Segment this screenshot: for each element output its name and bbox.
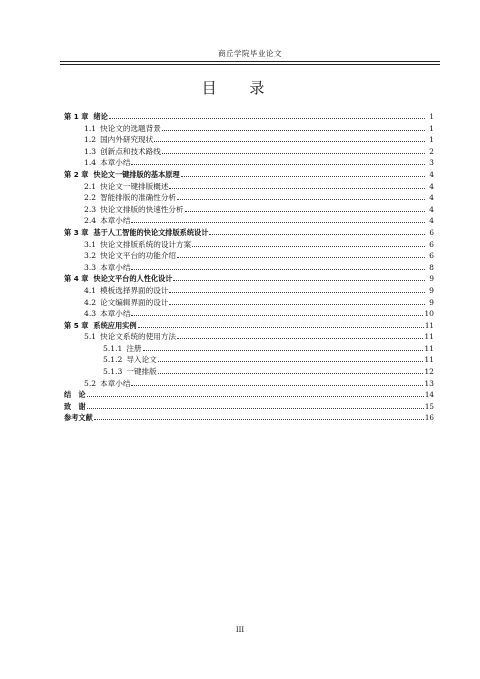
toc-entry-label: 国内外研究现状 [100, 135, 154, 145]
toc-entry-number: 3.3 [84, 262, 97, 272]
toc-entry-label: 智能排版的准确性分析 [100, 193, 177, 203]
toc-entry-number: 1.1 [84, 123, 97, 133]
toc-dot-leader [162, 122, 425, 131]
toc-subsection-entry[interactable] [64, 342, 434, 354]
toc-entry-number: 2.1 [84, 181, 97, 191]
toc-entry-page: 9 [429, 285, 434, 295]
toc-section-entry[interactable] [64, 214, 434, 226]
toc-entry-page: 6 [429, 227, 434, 237]
toc-dot-leader [162, 145, 425, 154]
toc-entry-page: 11 [424, 355, 434, 365]
toc-section-entry[interactable] [64, 203, 434, 215]
toc-dot-leader [177, 330, 423, 339]
toc-entry-number: 第 5 章 [64, 320, 89, 330]
toc-entry-page: 8 [429, 262, 434, 272]
running-header: 商丘学院毕业论文 [218, 49, 282, 58]
toc-section-entry[interactable] [64, 238, 434, 250]
toc-section-entry[interactable] [64, 156, 434, 168]
toc-entry-label: 绪论 [93, 112, 108, 121]
toc-entry-number: 5.1.2 [103, 355, 123, 365]
toc-entry-page: 14 [424, 390, 434, 400]
toc-dot-leader [185, 203, 425, 212]
toc-entry-page: 12 [424, 367, 434, 377]
toc-entry-label: 快论文排版系统的设计方案 [100, 239, 192, 249]
toc-dot-leader [131, 261, 425, 270]
toc-entry-number: 2.3 [84, 204, 97, 214]
toc-entry-number: 5.1.1 [103, 343, 123, 353]
toc-entry-number: 第 2 章 [64, 169, 89, 179]
toc-dot-leader [94, 411, 424, 420]
toc-section-entry[interactable] [64, 145, 434, 157]
toc-entry-page: 11 [424, 320, 434, 330]
toc-entry-label: 本章小结 [100, 158, 131, 168]
toc-dot-leader [87, 388, 424, 397]
toc-entry-page: 10 [424, 309, 434, 319]
toc-entry-label: 快论文平台的功能介绍 [100, 251, 177, 261]
toc-entry-number: 5.2 [84, 378, 97, 388]
toc-section-entry[interactable] [64, 296, 434, 308]
toc-entry-number: 1.3 [84, 146, 97, 156]
toc-entry-label: 快论文一键排版的基本原理 [93, 169, 180, 179]
toc-chapter-entry[interactable] [64, 400, 434, 412]
toc-entry-page: 15 [424, 401, 434, 411]
toc-subsection-entry[interactable] [64, 365, 434, 377]
toc-entry-page: 6 [429, 251, 434, 261]
toc-entry-page: 3 [429, 158, 434, 168]
toc-entry-number: 2.4 [84, 216, 97, 226]
toc-entry-label: 致 谢 [64, 401, 86, 411]
toc-entry-label: 本章小结 [100, 378, 131, 388]
toc-subsection-entry[interactable] [64, 353, 434, 365]
toc-entry-number: 2.2 [84, 193, 97, 203]
toc-entry-page: 1 [429, 123, 434, 133]
toc-section-entry[interactable] [64, 191, 434, 203]
toc-chapter-entry[interactable] [64, 168, 434, 180]
toc-entry-page: 9 [429, 274, 434, 284]
toc-section-entry[interactable] [64, 330, 434, 342]
toc-entry-label: 快论文系统的使用方法 [100, 332, 177, 342]
toc-entry-number: 第 4 章 [64, 274, 89, 284]
toc-dot-leader [173, 272, 425, 281]
toc-dot-leader [169, 296, 425, 305]
toc-chapter-entry[interactable] [64, 388, 434, 400]
toc-section-entry[interactable] [64, 261, 434, 273]
toc-dot-leader [181, 168, 425, 177]
toc-dot-leader [131, 214, 425, 223]
header-divider [60, 61, 440, 65]
toc-entry-label: 结 论 [64, 390, 86, 400]
toc-entry-page: 6 [429, 239, 434, 249]
toc-entry-label: 基于人工智能的快论文排版系统设计 [93, 227, 209, 237]
toc-entry-number: 5.1 [84, 332, 97, 342]
toc-dot-leader [131, 156, 425, 165]
toc-entry-page: 11 [424, 332, 434, 342]
toc-entry-number: 3.2 [84, 251, 97, 261]
toc-dot-leader [177, 249, 425, 258]
toc-entry-page: 16 [424, 413, 434, 423]
toc-entry-number: 4.2 [84, 297, 97, 307]
toc-entry-label: 论文编辑界面的设计 [100, 297, 169, 307]
toc-entry-label: 快论文平台的人性化设计 [93, 274, 173, 284]
toc-entry-number: 3.1 [84, 239, 97, 249]
toc-entry-page: 4 [429, 169, 434, 179]
toc-entry-page: 11 [424, 343, 434, 353]
toc-dot-leader [169, 284, 425, 293]
toc-entry-page: 13 [424, 378, 434, 388]
toc-dot-leader [131, 307, 423, 316]
toc-dot-leader [143, 342, 424, 351]
toc-section-entry[interactable] [64, 284, 434, 296]
toc-entry-page: 1 [429, 135, 434, 145]
toc-entry-label: 本章小结 [100, 216, 131, 226]
toc-entry-page: 1 [429, 112, 434, 121]
toc-dot-leader [169, 180, 425, 189]
toc-entry-page: 4 [429, 204, 434, 214]
toc-chapter-entry[interactable] [64, 319, 434, 331]
toc-chapter-entry[interactable] [64, 411, 434, 423]
toc-dot-leader [154, 133, 425, 142]
toc-entry-label: 一键排版 [126, 367, 157, 377]
toc-section-entry[interactable] [64, 122, 434, 134]
toc-dot-leader [131, 377, 423, 386]
toc-entry-page: 9 [429, 297, 434, 307]
toc-entry-number: 第 3 章 [64, 227, 89, 237]
table-of-contents [64, 110, 434, 423]
toc-section-entry[interactable] [64, 377, 434, 389]
toc-entry-label: 参考文献 [64, 413, 93, 423]
toc-entry-page: 4 [429, 216, 434, 226]
toc-entry-label: 本章小结 [100, 262, 131, 272]
toc-entry-page: 2 [429, 146, 434, 156]
toc-entry-label: 快论文排版的快速性分析 [100, 204, 184, 214]
toc-entry-label: 快论文一键排版概述 [100, 181, 169, 191]
toc-entry-number: 4.1 [84, 285, 97, 295]
toc-dot-leader [109, 110, 425, 119]
toc-entry-number: 4.3 [84, 309, 97, 319]
toc-dot-leader [87, 400, 424, 409]
toc-entry-label: 系统应用实例 [93, 320, 137, 330]
toc-entry-page: 4 [429, 181, 434, 191]
toc-entry-label: 本章小结 [100, 309, 131, 319]
toc-chapter-entry[interactable] [64, 110, 434, 122]
toc-dot-leader [192, 238, 425, 247]
toc-entry-number: 第 1 章 [64, 112, 89, 121]
toc-entry-page: 4 [429, 193, 434, 203]
toc-dot-leader [158, 353, 424, 362]
page-title: 目 录 [201, 79, 279, 97]
toc-entry-label: 快论文的选题背景 [100, 123, 161, 133]
toc-entry-label: 注册 [126, 343, 142, 353]
toc-chapter-entry[interactable] [64, 272, 434, 284]
toc-entry-number: 5.1.3 [103, 367, 123, 377]
toc-section-entry[interactable] [64, 133, 434, 145]
toc-entry-label: 导入论文 [126, 355, 157, 365]
toc-entry-number: 1.4 [84, 158, 97, 168]
toc-dot-leader [158, 365, 424, 374]
toc-dot-leader [209, 226, 425, 235]
toc-section-entry[interactable] [64, 307, 434, 319]
toc-chapter-entry[interactable] [64, 226, 434, 238]
toc-section-entry[interactable] [64, 249, 434, 261]
toc-dot-leader [177, 191, 425, 200]
toc-entry-number: 1.2 [84, 135, 97, 145]
toc-section-entry[interactable] [64, 180, 434, 192]
toc-entry-label: 创新点和技术路线 [100, 146, 161, 156]
toc-dot-leader [138, 319, 424, 328]
toc-entry-label: 模板选择界面的设计 [100, 285, 169, 295]
page-number: III [235, 626, 245, 634]
